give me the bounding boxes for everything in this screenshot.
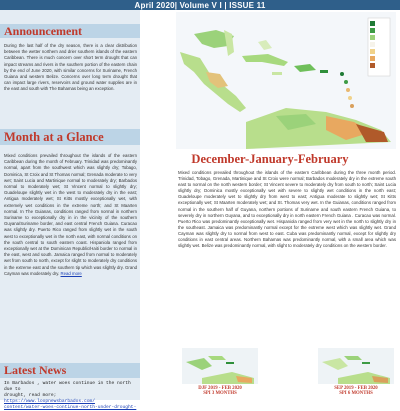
latest-news-link-part2[interactable]: content/water-woes-continue-north-under-drought- [4,405,137,410]
map-illustration [176,12,396,149]
read-more-link[interactable]: Read more [60,270,82,276]
month-at-a-glance-body: Mixed conditions prevailed throughout the islands of the eastern Caribbean during the month of February. Trinidad was predominantly normal, apart from the southwest which was slightly dry; Tobago, Dominica, St Croix and St Thomas normal; Grenada moderate to very wet; Saint Lucia and Martinique normal to moderately dry; Barbados normal to moderately wet; St Vincent normal to slightly dry; Guadeloupe slightly wet in the west to moderately dry in the east; Antigua moderately wet; St Kitts mostly exceptionally wet, with extremely wet conditions in the extreme north; and St Maarten normal. In The Guianas, conditions ranged from normal in northern Suriname to exceptionally dry in in the vicinity of the southern Guyana/Suriname border, and east central French Guiana. Curacao was slightly dry. Puerto Rico ranged from slightly wet in the south west to exceptionally wet in the north east, with normal conditions on the south central to south eastern coast. Hispaniola ranged from exceptionally wet at the Dominican Republic/Haiti border to normal in the east, west and south. Jamaica ranged from normal to moderately wet from south to north, except for slight to moderately dry conditions in the extreme east and the southern tip which was slightly dry. Grand Cayman was moderately dry. [4,153,137,276]
spi-3-month-thumbnail [182,348,258,384]
spi-6-month-caption-line-1: SEP 2019 - FEB 2020 [334,386,378,391]
latest-news-line-1: In Barbados , water woes continue in the north due to [4,381,131,392]
main-title: December-January-February [191,152,349,166]
latest-news-text [4,381,137,410]
latest-news-link-part1[interactable]: https://www.loopnewsbarbados.com/ [4,399,95,404]
issue-header-bar [0,0,400,10]
caribbean-spi-map [176,12,396,149]
spi-6-month-caption-line-2: SPI 6 MONTHS [339,391,373,397]
latest-news-line-2-prefix: drought, read more; [4,393,57,398]
spi-6-month-thumbnail [318,348,394,384]
spi-3-month-caption-line-1: DJF 2019 - FEB 2020 [198,386,242,391]
latest-news-heading: Latest News [0,363,140,378]
spi-6-month-caption [316,386,396,396]
spi-6-month-map-image [318,348,394,384]
latest-news-line-2 [4,393,137,405]
month-at-a-glance-text [4,153,137,365]
month-at-a-glance-heading: Month at a Glance [0,129,140,145]
spi-3-month-caption [180,386,260,396]
issue-line: April 2020| Volume V I | ISSUE 11 [134,0,266,10]
spi-3-month-map-image [182,348,258,384]
announcement-text: During the last half of the dry season, there is a clear distribution between the wetter northern and drier southern islands of the eastern Caribbean. There is much concern over short term drought that can impact streams and rivers in the southern portion of the eastern chain by the end of June 2020, with similar concerns for Suriname, French Guiana and western Belize. Concerns over long term drought that can impact large rivers, reservoirs and ground water supplies are in the east and south with The Bahamas being an exception. [4,43,137,92]
main-article-text: Mixed conditions prevailed throughout the islands of the eastern Caribbean during the three month period. Trinidad, Tobago, Grenada, Martinique and St Croix were normal; Barbados moderately dry in the extreme south east to normal on the north western border; St Vincent severe to moderately dry from south to north; Saint Lucia slightly dry; Dominica mostly exceptionally wet with severe to slightly wet conditions in the north east; Guadeloupe moderately wet to slightly dry from west to east; Antigua moderate to slightly wet; St Kitts exceptionally wet; St Maarten moderately wet; and St. Thomas very wet. In the Guianas, conditions ranged from normal in the southern half of Guyana, northern portions of Suriname and south eastern French Guiana, to severely dry in northern Guyana, and to exceptionally dry in north eastern French Guiana . Curacao was normal. Puerto Rico was predominantly exceptionally wet. Hispaniola ranged from very wet in the north to slightly dry in the southeast. Jamaica was predominantly normal except for the extreme west which was slightly wet. Grand Cayman was slightly dry to normal from west to east. Cuba was predominantly normal, except for slightly dry conditions in east central areas. Northern Bahamas was predominantly normal, with a small area which was slightly wet. Belize was predominantly normal, with slight to moderately dry conditions on the western border. [178,170,396,249]
announcement-heading: Announcement [0,24,140,38]
spi-3-month-caption-line-2: SPI 3 MONTHS [203,391,237,397]
